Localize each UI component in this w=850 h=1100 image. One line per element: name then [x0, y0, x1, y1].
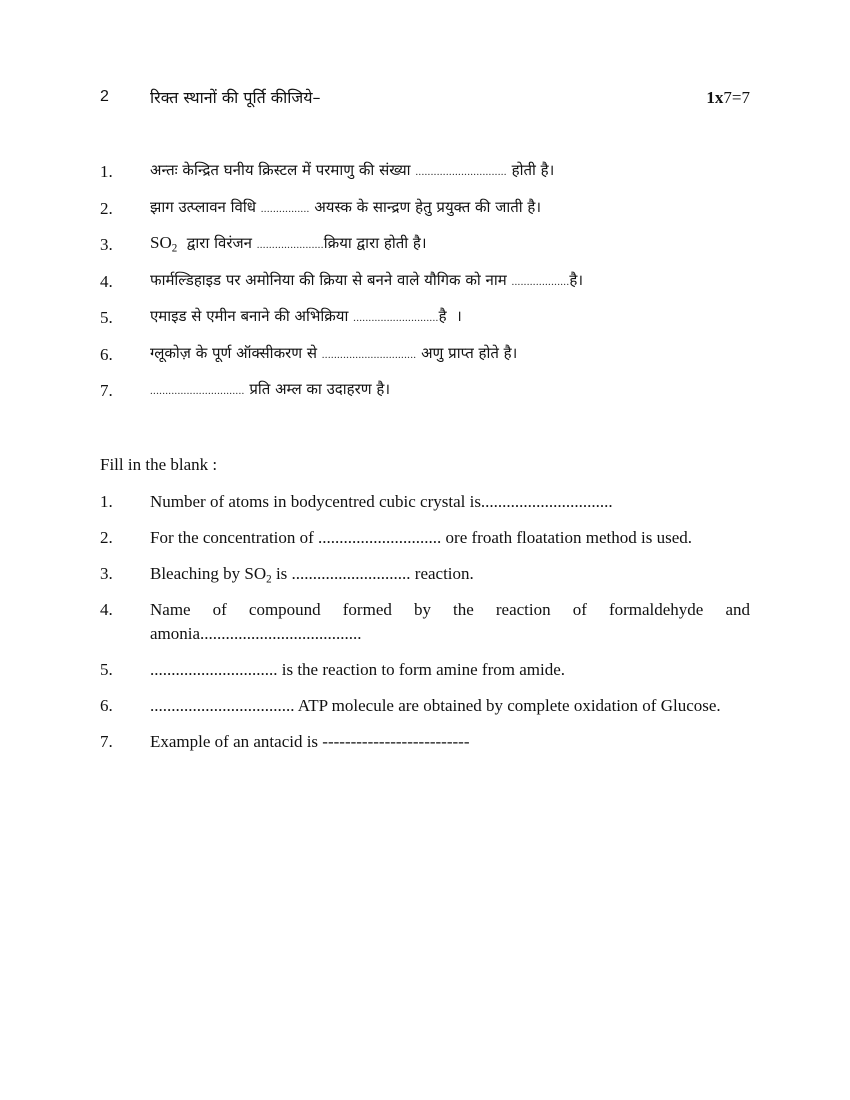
english-section-heading: Fill in the blank : — [100, 455, 218, 474]
english-item-4 — [100, 598, 750, 646]
question-title-hindi: रिक्त स्थानों की पूर्ति कीजिये– — [150, 88, 321, 107]
hindi-item-7 — [100, 379, 750, 416]
item-number: 6. — [100, 696, 113, 715]
formula-subscript: 2 — [171, 242, 178, 255]
item-text: For the concentration of ............................. ore froath floatation method is used. — [150, 528, 692, 547]
item-number: 3. — [100, 564, 113, 583]
item-number: 5. — [100, 660, 113, 679]
text-post: है । — [438, 307, 462, 325]
item-text: .............................. is the reaction to form amine from amide. — [150, 660, 565, 679]
item-text: Name of compound formed by the reaction of formaldehyde and amonia...................................... — [150, 600, 750, 643]
text-pre: अन्तः केन्द्रित घनीय क्रिस्टल में परमाणु की संख्या — [150, 161, 416, 179]
english-question-list — [100, 490, 750, 766]
item-number: 1. — [100, 492, 113, 511]
item-text — [150, 233, 427, 253]
formula-base: SO — [150, 233, 172, 252]
item-text — [150, 379, 390, 399]
blank: ............................... — [321, 348, 417, 361]
question-header — [100, 88, 750, 112]
text-pre: झाग उत्प्लावन विधि — [150, 197, 261, 216]
item-number: 4. — [100, 271, 113, 291]
text-post: क्रिया द्वारा होती है। — [323, 234, 427, 252]
item-number: 1. — [100, 162, 113, 181]
text-pre: ग्लूकोज़ के पूर्ण ऑक्सीकरण से — [150, 343, 322, 362]
item-number: 6. — [100, 344, 113, 364]
text-pre: Bleaching by SO — [150, 564, 267, 583]
item-text — [150, 306, 462, 326]
english-item-3 — [100, 562, 750, 586]
formula-subscript: 2 — [266, 573, 272, 586]
text-post: होती है। — [506, 161, 555, 179]
marks-allocation — [706, 88, 750, 108]
hindi-item-3 — [100, 233, 750, 270]
item-number: 2. — [100, 198, 113, 218]
english-item-1 — [100, 490, 750, 514]
hindi-item-6 — [100, 343, 750, 380]
english-item-5 — [100, 658, 750, 682]
english-item-6 — [100, 694, 750, 718]
english-item-2 — [100, 526, 750, 550]
text-post: is ............................ reaction. — [271, 564, 474, 583]
blank: ............................... — [150, 385, 245, 397]
item-text — [150, 562, 750, 586]
text-pre: द्वारा विरंजन — [177, 234, 257, 252]
item-number: 2. — [100, 528, 113, 547]
blank: .............................. — [415, 166, 507, 178]
item-text — [150, 160, 554, 180]
item-text: Number of atoms in bodycentred cubic crystal is............................... — [150, 492, 613, 511]
item-number: 3. — [100, 235, 113, 254]
hindi-item-4 — [100, 270, 750, 307]
text-pre: एमाइड से एमीन बनाने की अभिक्रिया — [150, 307, 354, 325]
hindi-item-2 — [100, 197, 750, 234]
text-post: अयस्क के सान्द्रण हेतु प्रयुक्त की जाती है। — [309, 197, 542, 216]
item-number: 4. — [100, 600, 113, 619]
item-text: .................................. ATP molecule are obtained by complete oxidation of Glucose. — [150, 696, 721, 715]
marks-prefix: 1x — [706, 88, 724, 107]
item-number: 7. — [100, 732, 113, 751]
item-text — [150, 343, 517, 363]
item-number: 7. — [100, 381, 113, 400]
english-item-7 — [100, 730, 750, 754]
blank: ...................... — [256, 239, 324, 251]
hindi-item-5 — [100, 306, 750, 343]
blank: ................... — [511, 275, 570, 288]
item-number: 5. — [100, 308, 113, 327]
hindi-item-1 — [100, 160, 750, 197]
item-text: Example of an antacid is -------------------------- — [150, 732, 470, 751]
item-text — [150, 270, 583, 290]
blank: ............................ — [353, 312, 439, 324]
question-number: 2 — [100, 88, 109, 105]
text-post: है। — [569, 270, 584, 289]
hindi-question-list — [100, 160, 750, 416]
text-post: अणु प्राप्त होते है। — [416, 343, 518, 362]
marks-suffix: 7=7 — [723, 88, 750, 107]
blank: ................ — [260, 202, 310, 215]
chemical-formula — [150, 233, 178, 255]
text-post: प्रति अम्ल का उदाहरण है। — [244, 380, 391, 398]
text-pre: फार्मल्डिहाइड पर अमोनिया की क्रिया से बनने वाले यौगिक को नाम — [150, 270, 512, 289]
item-text — [150, 197, 541, 217]
